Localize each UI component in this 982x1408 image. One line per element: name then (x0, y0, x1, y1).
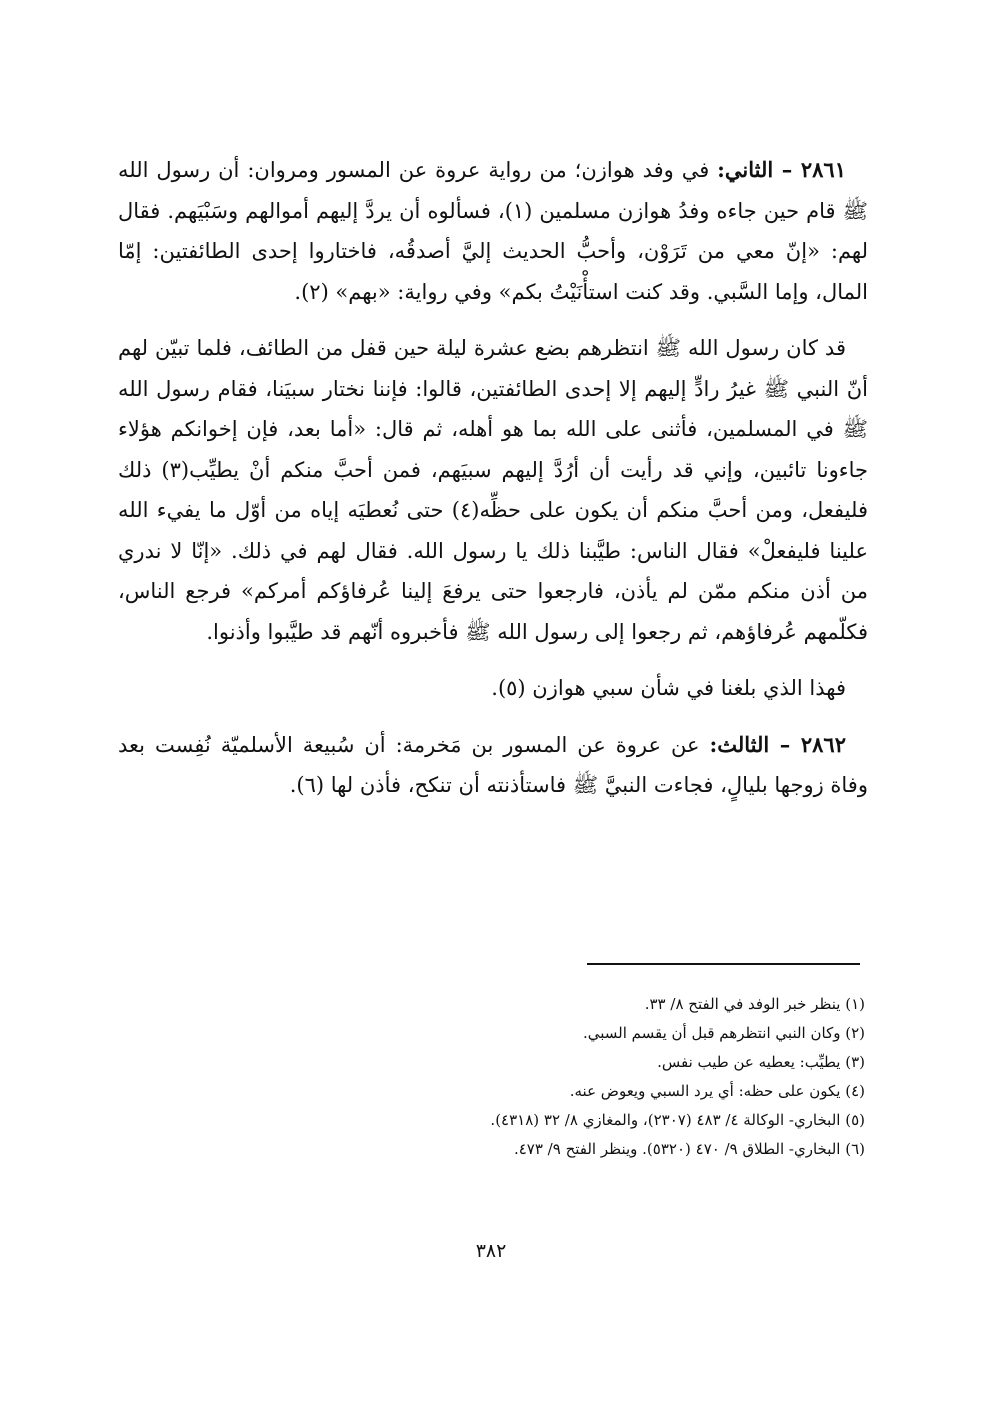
hadith-number-2861: ٢٨٦١ – الثاني: (717, 157, 846, 182)
main-text-body (118, 150, 868, 822)
footnote-item: (٣) يطيِّب: يعطيه عن طيب نفس. (657, 1053, 865, 1071)
footnote-item: (٥) البخاري- الوكالة ٤/ ٤٨٣ (٢٣٠٧)، والمغازي ٨/ ٣٢ (٤٣١٨). (490, 1111, 865, 1129)
footnote-item: (٢) وكان النبي انتظرهم قبل أن يقسم السبي. (582, 1024, 865, 1042)
hadith-paragraph-2861 (118, 150, 868, 312)
hadith-text-2861: في وفد هوازن؛ من رواية عروة عن المسور ومروان: أن رسول الله ﷺ قام حين جاءه وفدُ هوازن مسلمين (١)، فسألوه أن يردَّ إليهم أموالهم وسَبْيَهم. فقال لهم: «إنّ معي من تَرَوْن، وأحبُّ الحديث إليَّ أصدقُه، فاختاروا إحدى الطائفتين: إمّا المال، وإما السَّبي. وقد كنت استأْنَيْتُ بكم» وفي رواية: «بهم» (٢). (118, 158, 868, 304)
footnote-divider (587, 963, 860, 965)
hadith-paragraph-2862 (118, 725, 868, 806)
page-number: ٣٨٢ (475, 1240, 507, 1262)
footnotes-list (300, 990, 865, 1164)
footnote-item: (٤) يكون على حظه: أي يرد السبي ويعوض عنه. (569, 1082, 865, 1100)
footnote-item: (١) ينظر خبر الوفد في الفتح ٨/ ٣٣. (644, 995, 865, 1013)
hadith-number-2862: ٢٨٦٢ – الثالث: (709, 731, 846, 757)
hadith-paragraph-2861-continuation: قد كان رسول الله ﷺ انتظرهم بضع عشرة ليلة حين قفل من الطائف، فلما تبيّن لهم أنّ النبي ﷺ غيرُ رادٍّ إليهم إلا إحدى الطائفتين، قالوا: فإننا نختار سبيَنا، فقام رسول الله ﷺ في المسلمين، فأثنى على الله بما هو أهله، ثم قال: «أما بعد، فإن إخوانكم هؤلاء جاءونا تائبين، وإني قد رأيت أن أرُدَّ إليهم سبيَهم، فمن أحبَّ منكم أنْ يطيِّب(٣) ذلك فليفعل، ومن أحبَّ منكم أن يكون على حظِّه(٤) حتى نُعطيَه إياه من أوّل ما يفيء الله علينا فليفعلْ» فقال الناس: طيَّبنا ذلك يا رسول الله. فقال لهم في ذلك. «إنّا لا ندري من أذن منكم ممّن لم يأذن، فارجعوا حتى يرفعَ إلينا عُرفاؤكم أمركم» فرجع الناس، فكلّمهم عُرفاؤهم، ثم رجعوا إلى رسول الله ﷺ فأخبروه أنّهم قد طيَّبوا وأذنوا. (118, 336, 868, 644)
footnote-item: (٦) البخاري- الطلاق ٩/ ٤٧٠ (٥٣٢٠). وينظر الفتح ٩/ ٤٧٣. (513, 1140, 865, 1158)
summary-paragraph: فهذا الذي بلغنا في شأن سبي هوازن (٥). (491, 676, 846, 700)
hadith-text-2862: عن عروة عن المسور بن مَخرمة: أن سُبيعة الأسلميّة نُفِست بعد وفاة زوجها بليالٍ، فجاءت النبيَّ ﷺ فاستأذنته أن تنكح، فأذن لها (٦). (118, 732, 868, 797)
